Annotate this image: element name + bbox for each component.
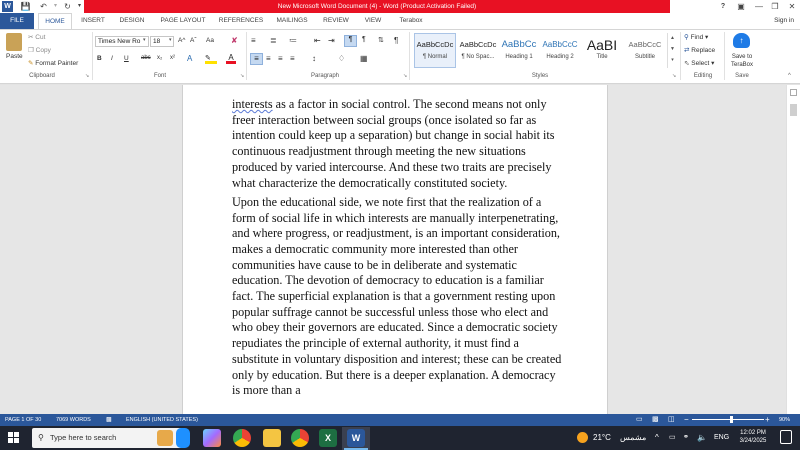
cursor-icon: ⬁ — [684, 60, 690, 67]
wifi-icon[interactable]: ⚭ — [683, 434, 689, 441]
paragraph-1-text: as a factor in social control. The second means not only freer interaction between social groups (once isolated so far as intention could keep up a separation) but change in social habit its continuous readjustment through meeting the new situations produced by varied intercourse. And these two traits are precisely what characterize the democratically constituted society. — [232, 97, 555, 190]
chevron-up-icon[interactable]: ^ — [655, 433, 659, 442]
style-name: ¶ No Spac... — [461, 54, 495, 60]
volume-icon[interactable]: 🔈 — [697, 433, 707, 442]
bold-button[interactable]: B — [97, 55, 102, 62]
search-highlight-figure-icon[interactable] — [176, 428, 190, 448]
scrollbar-thumb[interactable] — [790, 104, 797, 116]
copilot-icon[interactable] — [203, 429, 221, 447]
style-heading-1[interactable] — [499, 33, 539, 68]
format-painter-label: Format Painter — [35, 60, 79, 67]
redo-icon[interactable]: ↻ — [64, 2, 71, 11]
numbering-icon[interactable]: ≣ — [270, 36, 277, 45]
tab-page-layout[interactable]: PAGE LAYOUT — [160, 17, 206, 24]
increase-indent-icon[interactable]: ⇥ — [328, 36, 335, 45]
shading-icon[interactable]: ♢ — [338, 54, 346, 63]
font-launcher-icon[interactable]: ↘ — [240, 73, 245, 79]
style-sample: AaBbCcDc — [459, 40, 497, 49]
highlight-color-icon[interactable]: ✎ — [205, 54, 217, 64]
tab-terabox[interactable]: Terabox — [399, 17, 423, 24]
clock-date: 3/24/2025 — [739, 438, 767, 444]
save-group-label: Save — [735, 73, 749, 79]
style-name: Heading 1 — [505, 54, 533, 60]
paragraph-2[interactable]: Upon the educational side, we note first that the realization of a form of social life in which interests are manually interpenetrating, and where progress, or readjustment, is an important consideration, makes a democratic community more interested than other communities have cause to be in deliberate and systematic education. The devotion of democracy to education is a familiar fact. The superficial explanation is that a government resting upon popular suffrage cannot be successful unless those who elect and who obey their governors are educated. Since a democratic society repudiates the principle of external authority, it must find a substitute in voluntary disposition and interest; these can be created only by education. But there is a deeper explanation. A democracy is more than a — [232, 194, 562, 398]
justify-icon[interactable]: ≡ — [290, 54, 295, 63]
excel-icon[interactable]: X — [319, 429, 337, 447]
editing-group-label: Editing — [693, 73, 713, 79]
change-case-button[interactable]: Aa — [206, 37, 214, 44]
status-bar — [0, 414, 800, 426]
sign-in-link[interactable]: Sign in — [774, 17, 794, 24]
select-label: Select — [691, 60, 710, 67]
borders-icon[interactable]: ▦ — [360, 54, 368, 63]
word-logo-icon: W — [2, 1, 13, 12]
file-explorer-icon[interactable] — [263, 429, 281, 447]
clock[interactable] — [735, 429, 771, 445]
clear-formatting-icon[interactable]: ✘ — [231, 36, 238, 45]
italic-button[interactable]: I — [111, 55, 113, 62]
ruler-toggle-icon[interactable] — [790, 89, 797, 96]
save-icon[interactable]: 💾 — [20, 2, 31, 11]
style-normal[interactable] — [414, 33, 456, 68]
style-name: Title — [596, 54, 608, 60]
network-icon[interactable]: ▭ — [669, 434, 676, 441]
multilevel-list-icon[interactable]: ≔ — [289, 36, 297, 45]
misspelled-word[interactable]: interests — [232, 97, 273, 111]
style-sample: AaBI — [586, 37, 618, 53]
font-family-dropdown-icon[interactable]: ▾ — [143, 37, 146, 43]
word-icon[interactable]: W — [347, 429, 365, 447]
grow-font-button[interactable]: A^ — [178, 37, 186, 44]
close-button[interactable]: ✕ — [788, 2, 796, 11]
input-language[interactable]: ENG — [714, 434, 730, 441]
clipboard-group-label: Clipboard — [29, 73, 55, 79]
paste-button[interactable]: Paste — [6, 53, 23, 60]
bullets-icon[interactable]: ≡ — [251, 36, 256, 45]
rtl-direction-icon[interactable]: ¶ — [362, 36, 366, 43]
styles-group-label: Styles — [531, 73, 549, 79]
vertical-scrollbar[interactable] — [786, 85, 800, 414]
tab-review[interactable]: REVIEW — [323, 17, 349, 24]
shrink-font-button[interactable]: Aˇ — [190, 37, 197, 44]
style-title[interactable] — [581, 33, 623, 68]
underline-button[interactable]: U — [124, 55, 129, 62]
zoom-level[interactable]: 90% — [779, 417, 791, 423]
clipboard-launcher-icon[interactable]: ↘ — [85, 73, 90, 79]
style-heading-2[interactable] — [540, 33, 580, 68]
replace-button[interactable] — [684, 46, 715, 54]
search-highlight-image[interactable] — [157, 430, 173, 446]
decrease-indent-icon[interactable]: ⇤ — [314, 36, 321, 45]
paragraph-1[interactable] — [232, 97, 562, 191]
line-spacing-icon[interactable]: ↕ — [312, 54, 316, 63]
weather-temperature[interactable]: 21°C — [593, 433, 611, 442]
undo-dropdown-icon[interactable]: ▾ — [53, 3, 57, 9]
zoom-slider[interactable] — [692, 419, 764, 420]
terabox-cloud-icon[interactable]: ↑ — [733, 33, 750, 48]
style-name: Heading 2 — [546, 54, 574, 60]
font-group-label: Font — [153, 73, 166, 79]
style-sample: AaBbCcC — [542, 40, 578, 49]
word-count-status[interactable]: 7069 WORDS — [56, 417, 91, 423]
replace-icon: ⇄ — [684, 47, 690, 54]
font-family-box[interactable]: Times New Ro — [95, 36, 149, 47]
windows-start-icon[interactable] — [8, 432, 19, 443]
font-size-dropdown-icon[interactable]: ▾ — [169, 37, 172, 43]
group-separator — [724, 32, 725, 80]
align-center-icon[interactable]: ≡ — [266, 54, 271, 63]
align-left-icon[interactable]: ≡ — [250, 53, 263, 65]
cut-button[interactable] — [28, 33, 45, 41]
tab-references[interactable]: REFERENCES — [218, 17, 264, 24]
copy-button[interactable] — [28, 46, 51, 54]
style-sample: AaBbCcDc — [416, 40, 454, 49]
show-formatting-marks-icon[interactable]: ¶ — [394, 36, 399, 45]
find-button[interactable]: ⚲ Find ▾ — [684, 34, 709, 41]
style-sample: AaBbCc — [501, 39, 537, 50]
print-layout-icon[interactable]: ▩ — [652, 416, 659, 423]
style-no-spacing[interactable] — [457, 33, 499, 68]
web-layout-icon[interactable]: ◫ — [668, 416, 675, 423]
subscript-button[interactable]: x₂ — [157, 55, 163, 61]
tab-home[interactable]: HOME — [38, 13, 72, 29]
style-sample: AaBbCcC — [628, 40, 662, 49]
styles-launcher-icon[interactable]: ↘ — [672, 73, 677, 79]
tab-insert[interactable]: INSERT — [81, 17, 105, 24]
style-name: Subtitle — [634, 54, 655, 60]
copy-label: Copy — [35, 47, 51, 54]
style-subtitle[interactable] — [624, 33, 666, 68]
group-separator — [680, 32, 681, 80]
save-to-terabox-button[interactable]: Save to TeraBox — [730, 54, 753, 68]
tab-file[interactable]: FILE — [0, 13, 34, 29]
zoom-in-button[interactable]: + — [765, 415, 770, 424]
font-size-box[interactable]: 18 — [150, 36, 174, 47]
customize-qat-icon[interactable]: ▾ — [77, 3, 81, 9]
page-count-status[interactable]: PAGE 1 OF 30 — [5, 417, 42, 423]
group-separator — [409, 32, 410, 80]
ribbon-display-options-icon[interactable]: ▣ — [737, 2, 745, 11]
brush-icon: ✎ — [28, 60, 34, 67]
help-button[interactable]: ? — [720, 3, 726, 10]
font-color-icon[interactable]: A — [226, 53, 236, 64]
select-button[interactable]: ⬁ Select ▾ — [684, 60, 715, 67]
tab-view[interactable]: VIEW — [364, 17, 382, 24]
notifications-icon[interactable] — [780, 430, 792, 444]
cut-label: Cut — [35, 34, 46, 41]
chrome-icon[interactable] — [233, 429, 251, 447]
text-effects-icon[interactable]: A — [187, 54, 193, 63]
style-name: ¶ Normal — [422, 54, 448, 60]
collapse-ribbon-icon[interactable]: ^ — [788, 73, 791, 79]
tab-mailings[interactable]: MAILINGS — [276, 17, 308, 24]
group-separator — [246, 32, 247, 80]
group-separator — [92, 32, 93, 80]
paste-icon[interactable] — [6, 33, 22, 51]
tab-design[interactable]: DESIGN — [119, 17, 145, 24]
sun-icon[interactable] — [577, 432, 588, 443]
zoom-slider-thumb[interactable] — [730, 416, 733, 423]
scissors-icon: ✂ — [28, 34, 34, 41]
search-icon: ⚲ — [38, 433, 44, 442]
chrome-profile-icon[interactable] — [291, 429, 309, 447]
align-right-icon[interactable]: ≡ — [278, 54, 283, 63]
read-mode-icon[interactable]: ▭ — [636, 416, 643, 423]
zoom-out-button[interactable]: − — [684, 415, 689, 424]
undo-icon[interactable]: ↶ — [40, 2, 47, 11]
find-label: Find — [690, 34, 704, 41]
paragraph-launcher-icon[interactable]: ↘ — [403, 73, 408, 79]
copy-icon: ❐ — [28, 47, 34, 54]
language-status[interactable]: ENGLISH (UNITED STATES) — [126, 417, 198, 423]
superscript-button[interactable]: x² — [170, 55, 175, 61]
proofing-icon[interactable]: ▩ — [106, 417, 112, 423]
ltr-direction-icon[interactable]: ¶ — [344, 35, 357, 47]
document-page[interactable] — [182, 85, 608, 414]
document-body[interactable] — [232, 97, 562, 403]
weather-text: مشمس — [620, 433, 647, 442]
maximize-button[interactable]: ❐ — [771, 2, 779, 11]
format-painter-button[interactable] — [28, 59, 78, 67]
styles-scroll-buttons[interactable]: ▲ ▼ ▾ — [667, 33, 677, 68]
minimize-button[interactable]: — — [755, 2, 763, 11]
window-title: New Microsoft Word Document (4) - Word (Product Activation Failed) — [84, 0, 670, 13]
paragraph-group-label: Paragraph — [310, 73, 340, 79]
clock-time: 12:02 PM — [740, 430, 766, 436]
replace-label: Replace — [691, 47, 716, 54]
search-icon: ⚲ — [684, 34, 689, 41]
sort-icon[interactable]: ⇅ — [378, 37, 384, 44]
search-placeholder: Type here to search — [50, 433, 117, 442]
strikethrough-button[interactable]: abc — [141, 55, 151, 61]
